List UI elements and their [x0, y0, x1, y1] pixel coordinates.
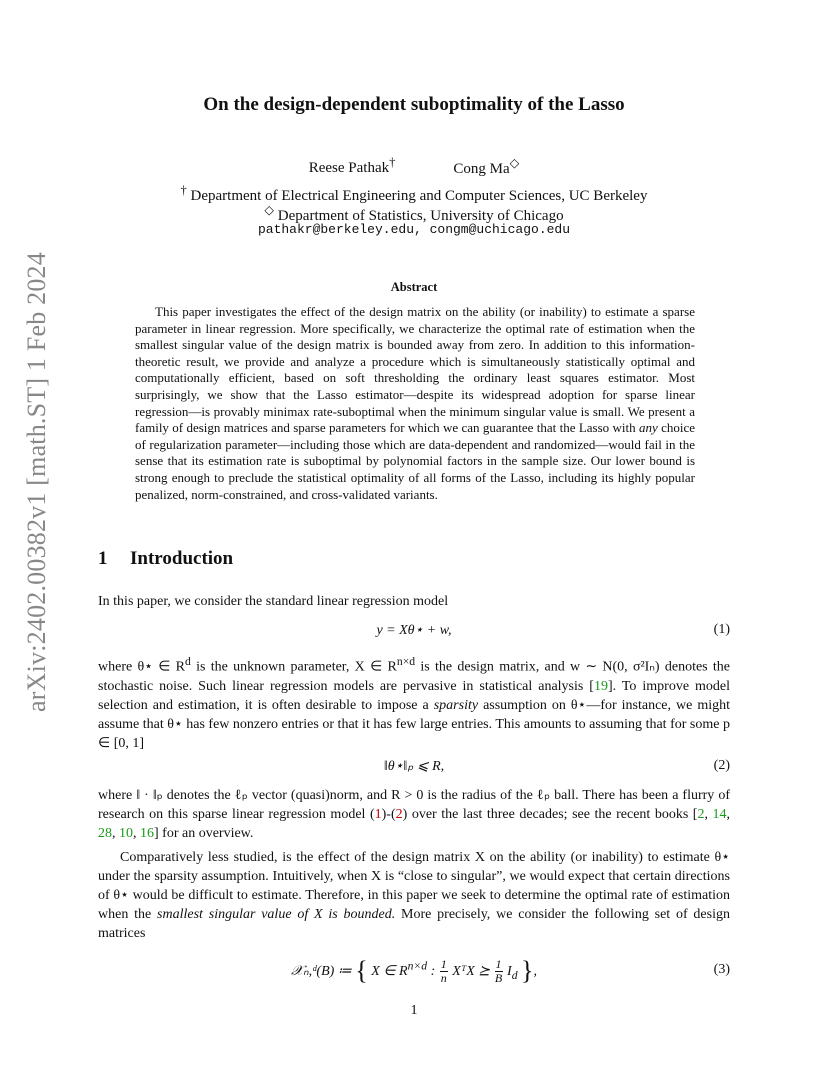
author: Cong Ma◇: [453, 156, 520, 177]
equation-1: [98, 622, 730, 646]
affiliation: † Department of Electrical Engineering and Computer Sciences, UC Berkeley: [180, 183, 648, 204]
section-heading: 1 Introduction: [98, 548, 234, 569]
equation-3-expression: 𝒳ₙ,ᵈ(B) ≔ { X ∈ $R^{n\times d}$ : $\frac{1}{n}$ XᵀX ⪰ $\frac{1}{B}$ $I_d$ },: [290, 956, 538, 986]
citation-link[interactable]: 19: [593, 678, 608, 694]
citation-link[interactable]: 16: [140, 826, 154, 841]
abstract-heading: Abstract: [390, 280, 438, 294]
citation-link[interactable]: 2: [697, 807, 705, 822]
affiliation: ◇ Department of Statistics, University of Chicago: [264, 203, 564, 224]
literature-paragraph: where ‖ · ‖ₚ denotes the ℓₚ vector (quasi)norm, and R > 0 is the radius of the ℓₚ ball. There has been a flurry of research on this sparse linear regression model (1)-(2) over the last three decades; see the recent books [2, 14, 28, 10, 16] for an overview.: [98, 788, 730, 841]
arxiv-identifier: [22, 252, 52, 712]
equation-reference-link[interactable]: 1: [374, 807, 382, 822]
abstract-text: This paper investigates the effect of the design matrix on the ability (or inability) to estimate a sparse parameter in linear regression. More specifically, we characterize the optimal rate of estimation when the smallest singular value of the design matrix is bounded away from zero. In addition to this information-theoretic result, we provide and analyze a procedure which is simultaneously statistically optimal and computationally efficient, based on soft thresholding the ordinary least squares estimator. Most surprisingly, we show that the Lasso estimator—despite its widespread adoption for sparse linear regression—is provably minimax rate-suboptimal when the minimum singular value is small. We present a family of design matrices and sparse parameters for which we can guarantee that the Lasso with any choice of regularization parameter—including those which are data-dependent and randomized—would fail in the sense that its estimation rate is suboptimal by polynomial factors in the sample size. Our lower bound is strong enough to preclude the statistical optimality of all forms of the Lasso, including its highly popular penalized, norm-constrained, and cross-validated variants.: [135, 304, 695, 502]
fraction: $\frac{1}{B}$: [494, 957, 503, 986]
arxiv-identifier-text: arXiv:2402.00382v1 [math.ST] 1 Feb 2024: [22, 252, 51, 712]
design-matrix-paragraph: Comparatively less studied, is the effect of the design matrix X on the ability (or inability) to estimate θ⋆ under the sparsity assumption. Intuitively, when X is “close to singular”, we would expect that certain directions of θ⋆ would be difficult to estimate. Therefore, in this paper we seek to determine the optimal rate of estimation when the smallest singular value of X is bounded. More precisely, we consider the following set of design matrices: [98, 850, 730, 941]
author-emails[interactable]: pathakr@berkeley.edu, congm@uchicago.edu: [257, 222, 571, 237]
equation-3: [98, 956, 730, 990]
equation-1-number: (1): [713, 622, 730, 637]
model-paragraph: where θ⋆ ∈ $R^d$ is the unknown parameter, X ∈ $R^{n\times d}$ is the design matrix, and w ∼ N(0, σ²Iₙ) denotes the stochastic noise. Such linear regression models are pervasive in statistical analysis [19]. To improve model selection and estimation, it is often desirable to impose a sparsity assumption on θ⋆—for instance, we might assume that θ⋆ has few nonzero entries or that it has few large entries. This amounts to assuming that for some p ∈ [0, 1]: [98, 655, 731, 751]
equation-2-number: (2): [713, 758, 730, 773]
fraction: $\frac{1}{n}$: [440, 957, 447, 986]
citation-link[interactable]: 10: [119, 826, 133, 841]
citation-link[interactable]: 28: [98, 826, 112, 841]
equation-2: [98, 758, 730, 782]
equation-3-number: (3): [713, 962, 730, 977]
equation-reference-link[interactable]: 2: [395, 807, 403, 822]
paper-title: On the design-dependent suboptimality of the Lasso: [203, 94, 625, 115]
equation-1-expression: y = Xθ⋆ + w,: [376, 623, 452, 638]
intro-paragraph: In this paper, we consider the standard linear regression model: [98, 594, 449, 609]
citation-link[interactable]: 14: [712, 807, 727, 822]
author: Reese Pathak†: [308, 155, 396, 176]
page-number: 1: [410, 1003, 418, 1018]
author-list: [0, 155, 828, 178]
equation-2-expression: ‖θ⋆‖ₚ ⩽ R,: [383, 759, 445, 774]
